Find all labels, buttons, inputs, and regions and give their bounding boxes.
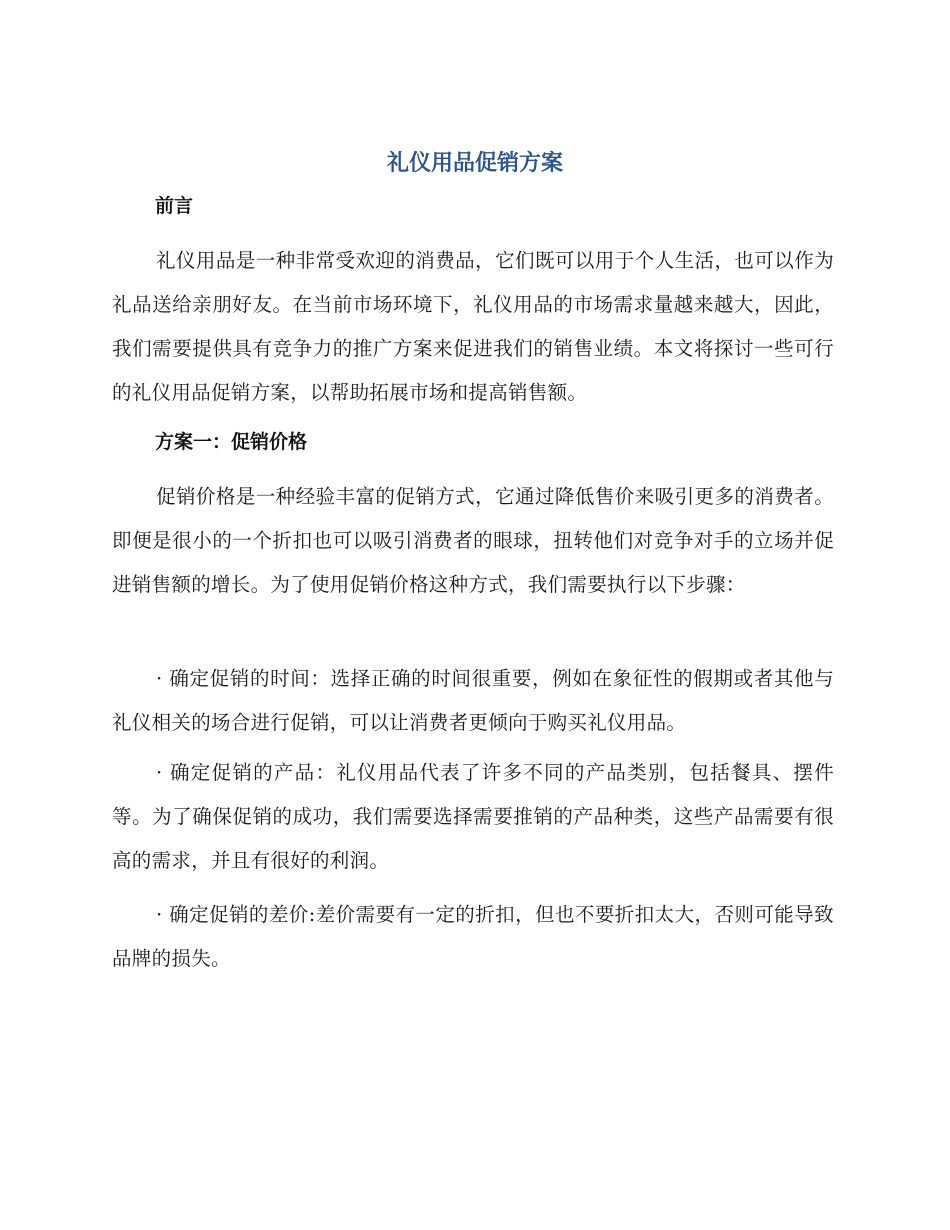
document-title: 礼仪用品促销方案	[386, 151, 563, 176]
section-heading-plan-one: 方案一：促销价格	[155, 431, 308, 453]
section-heading-preface: 前言	[155, 195, 194, 217]
paragraph-plan-one: 促销价格是一种经验丰富的促销方式，它通过降低售价来吸引更多的消费者。即便是很小的一个折扣也可以吸引消费者的眼球，扭转他们对竞争对手的立场并促进销售额的增长。为了使用促销价格这种方式，我们需要执行以下步骤：	[112, 485, 834, 596]
list-item-timing: · 确定促销的时间：选择正确的时间很重要，例如在象征性的假期或者其他与礼仪相关的场合进行促销，可以让消费者更倾向于购买礼仪用品。	[112, 667, 834, 734]
paragraph-preface: 礼仪用品是一种非常受欢迎的消费品，它们既可以用于个人生活，也可以作为礼品送给亲朋好友。在当前市场环境下，礼仪用品的市场需求量越来越大，因此，我们需要提供具有竞争力的推广方案来促进我们的销售业绩。本文将探讨一些可行的礼仪用品促销方案，以帮助拓展市场和提高销售额。	[112, 249, 834, 404]
list-item-price-difference: · 确定促销的差价:差价需要有一定的折扣，但也不要折扣太大，否则可能导致品牌的损失。	[112, 903, 834, 970]
list-item-products: · 确定促销的产品：礼仪用品代表了许多不同的产品类别，包括餐具、摆件等。为了确保促销的成功，我们需要选择需要推销的产品种类，这些产品需要有很高的需求，并且有很好的利润。	[112, 761, 834, 872]
